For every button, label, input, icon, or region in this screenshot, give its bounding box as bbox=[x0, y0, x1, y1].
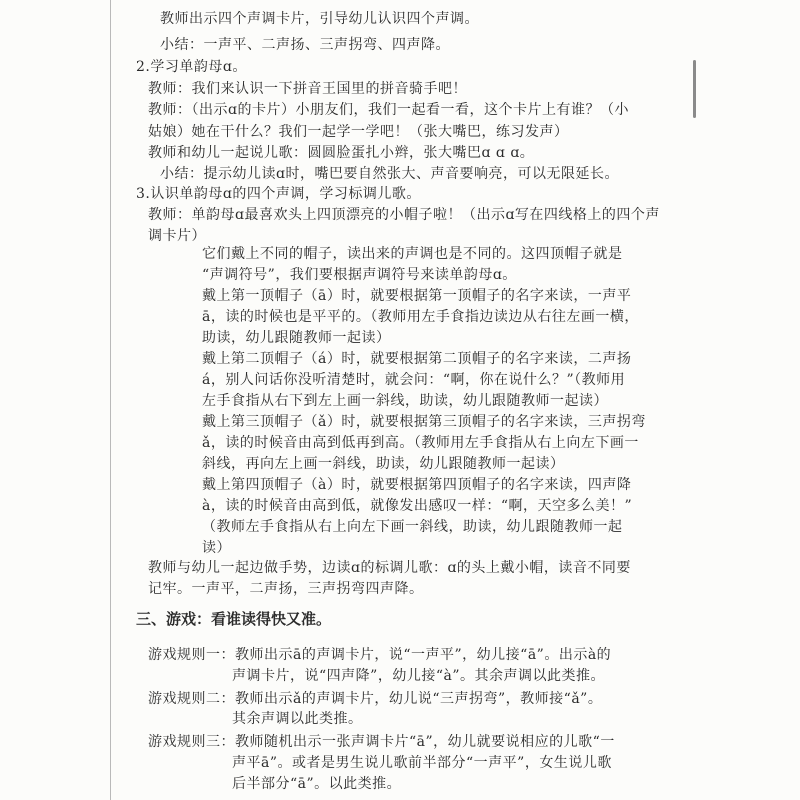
text-line: 教师和幼儿一起说儿歌：圆圆脸蛋扎小辫，张大嘴巴ɑ ɑ ɑ。 bbox=[148, 145, 535, 161]
text-line: 教师与幼儿一起边做手势，边读ɑ的标调儿歌：ɑ的头上戴小帽，读音不同要 bbox=[148, 560, 631, 576]
rule-line: 游戏规则三：教师随机出示一张声调卡片“ā”，幼儿就要说相应的儿歌“一 bbox=[148, 734, 615, 750]
rule-line: 后半部分“ā”。以此类推。 bbox=[232, 776, 402, 792]
text-line: 教师出示四个声调卡片，引导幼儿认识四个声调。 bbox=[160, 11, 479, 27]
text-line: 记牢。一声平，二声扬，三声拐弯四声降。 bbox=[148, 581, 424, 597]
text-line: ā，读的时候也是平平的。（教师用左手食指边读边从右往左画一横， bbox=[202, 309, 639, 325]
text-line: à，读的时候音由高到低，就像发出感叹一样：“啊，天空多么美！” bbox=[202, 498, 633, 514]
text-line: 读） bbox=[202, 540, 231, 556]
section-heading: 三、游戏：看谁读得快又准。 bbox=[136, 610, 332, 628]
text-line: 戴上第四顶帽子（à）时，就要根据第四顶帽子的名字来读，四声降 bbox=[202, 477, 632, 493]
numbered-heading: 3.认识单韵母ɑ的四个声调，学习标调儿歌。 bbox=[136, 186, 421, 202]
text-line: 它们戴上不同的帽子，读出来的声调也是不同的。这四顶帽子就是 bbox=[202, 246, 623, 262]
text-line: 姑娘）她在干什么？我们一起学一学吧！（张大嘴巴，练习发声） bbox=[148, 124, 569, 140]
text-line: 左手食指从右下到左上画一斜线，助读，幼儿跟随教师一起读） bbox=[202, 393, 608, 409]
text-line: 斜线，再向左上画一斜线，助读，幼儿跟随教师一起读） bbox=[202, 456, 565, 472]
text-line: 助读，幼儿跟随教师一起读） bbox=[202, 330, 391, 346]
text-line: “声调符号”，我们要根据声调符号来读单韵母ɑ。 bbox=[202, 267, 517, 283]
text-line: （教师左手食指从右上向左下画一斜线，助读，幼儿跟随教师一起 bbox=[202, 519, 623, 535]
text-line: 小结：一声平、二声扬、三声拐弯、四声降。 bbox=[160, 37, 450, 53]
text-line: 戴上第二顶帽子（á）时，就要根据第二顶帽子的名字来读，二声扬 bbox=[202, 351, 632, 367]
text-line: 调卡片） bbox=[148, 228, 206, 244]
rule-line: 声平ā”。或者是男生说儿歌前半部分“一声平”，女生说儿歌 bbox=[232, 755, 612, 771]
rule-line: 游戏规则一：教师出示ā的声调卡片，说“一声平”，幼儿接“ā”。出示à的 bbox=[148, 647, 612, 663]
text-line: 教师：单韵母ɑ最喜欢头上四顶漂亮的小帽子啦！（出示ɑ写在四线格上的四个声 bbox=[148, 207, 660, 223]
text-line: 戴上第一顶帽子（ā）时，就要根据第一顶帽子的名字来读，一声平 bbox=[202, 288, 632, 304]
text-line: ǎ，读的时候音由高到低再到高。（教师用左手食指从右上向左下画一 bbox=[202, 435, 639, 451]
text-line: á，别人问话你没听清楚时，就会问：“啊，你在说什么？”（教师用 bbox=[202, 372, 626, 388]
text-line: 戴上第三顶帽子（ǎ）时，就要根据第三顶帽子的名字来读，三声拐弯 bbox=[202, 414, 646, 430]
rule-line: 游戏规则二：教师出示ǎ的声调卡片，幼儿说“三声拐弯”，教师接“ǎ”。 bbox=[148, 691, 603, 707]
text-line: 教师：我们来认识一下拼音王国里的拼音骑手吧！ bbox=[148, 81, 467, 97]
text-line: 小结：提示幼儿读ɑ时，嘴巴要自然张大、声音要响亮，可以无限延长。 bbox=[160, 166, 619, 182]
text-line: 教师：（出示ɑ的卡片）小朋友们，我们一起看一看，这个卡片上有谁？（小 bbox=[148, 102, 629, 118]
rule-line: 声调卡片，说“四声降”，幼儿接“à”。其余声调以此类推。 bbox=[232, 668, 605, 684]
binding-mark bbox=[693, 60, 696, 118]
numbered-heading: 2.学习单韵母ɑ。 bbox=[136, 59, 247, 75]
rule-line: 其余声调以此类推。 bbox=[232, 711, 363, 727]
page-border-line bbox=[110, 0, 111, 800]
